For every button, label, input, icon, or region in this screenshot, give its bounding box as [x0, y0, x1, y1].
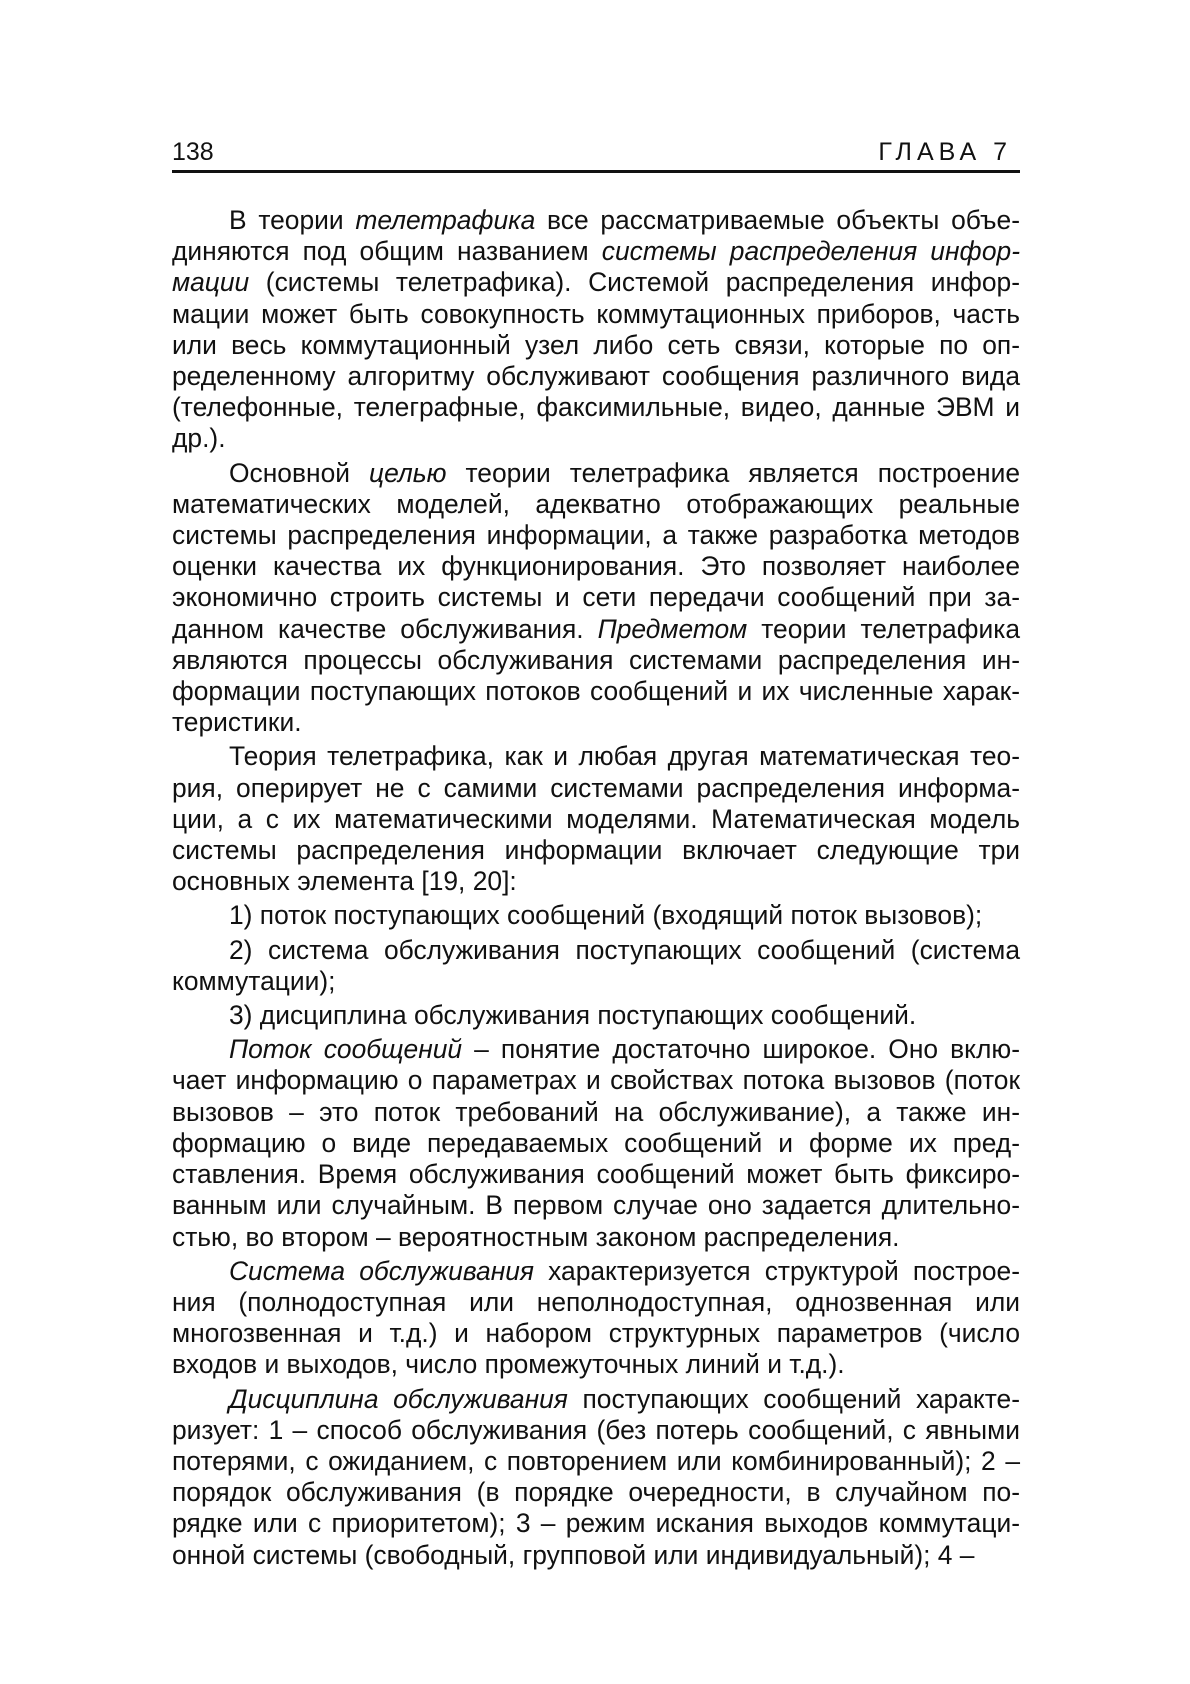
text-run: поступающих сообщений характеризует: 1 – способ обслуживания (без потерь сообщений, с явными потерями, с ожиданием, с повторением или комбинированный); 2 – порядок обслуживания (в порядке очередности, в случайном порядке или с приоритетом); 3 – режим искания выходов коммутационной системы (свободный, групповой или индивидуальный); 4 –: [172, 1383, 1020, 1570]
text-run: Основной: [229, 457, 369, 488]
text-run: – понятие достаточно широкое. Оно включает информацию о параметрах и свойствах потока вызовов (поток вызовов – это поток требований на обслуживание), а также информацию о виде передаваемых сообщений и форме их представления. Время обслуживания сообщений может быть фиксированным или случайным. В первом случае оно задается длительностью, во втором – вероятностным законом распределения.: [172, 1034, 1020, 1252]
list-item-1: [172, 900, 1020, 931]
text-run: В теории: [229, 205, 356, 235]
text-run: теории телетрафика является построение математических моделей, адекватно отображающих реальные системы распределения информации, а также разработка методов оценки качества их функционирования. Это позволяет наиболее экономично строить системы и сети передачи сообщений при заданном качестве обслуживания.: [172, 457, 1020, 644]
text-run: (системы телетрафика). Системой распределения информации может быть совокупность коммутационных приборов, часть или весь коммутационный узел либо сеть связи, которые по определенному алгоритму обслуживают сообщения различного вида (телефонные, телеграфные, факсимильные, видео, данные ЭВМ и др.).: [172, 267, 1020, 454]
paragraph-3: [172, 741, 1020, 897]
italic-term: Система обслуживания: [229, 1255, 534, 1286]
text-run: теории телетрафика являются процессы обслуживания системами распределения информации поступающих потоков сообщений и их численные характеристики.: [172, 613, 1020, 738]
page-number: 138: [172, 138, 214, 166]
paragraph-2: [172, 458, 1020, 739]
text-run: характеризуется структурой построения (полнодоступная или неполнодоступная, однозвенная или многозвенная и т.д.) и набором структурных параметров (число входов и выходов, число промежуточных линий и т.д.).: [172, 1255, 1020, 1380]
italic-term: Дисциплина обслуживания: [229, 1383, 568, 1414]
chapter-title: ГЛАВА 7: [878, 138, 1012, 166]
text-run: 1) поток поступающих сообщений (входящий поток вызовов);: [229, 900, 983, 931]
text-run: 3) дисциплина обслуживания поступающих сообщений.: [229, 1000, 917, 1031]
list-item-2: [172, 935, 1020, 997]
text-run: 2) система обслуживания поступающих сообщений (система коммутации);: [172, 934, 1020, 996]
italic-term: телетрафика: [355, 205, 536, 235]
italic-term: Предметом: [597, 613, 748, 644]
text-run: Теория телетрафика, как и любая другая математическая теория, оперирует не с самими системами распределения информации, а с их математическими моделями. Математическая модель системы распределения информации включает следующие три основных элемента [19, 20]:: [172, 741, 1020, 897]
italic-term: системы распределения информации: [172, 236, 1021, 298]
page-header: [172, 138, 1020, 173]
page-body: [172, 205, 1020, 1571]
paragraph-1: [172, 205, 1020, 455]
paragraph-stream-of-messages: [172, 1034, 1020, 1252]
list-item-3: [172, 1000, 1020, 1031]
paragraph-service-discipline: [172, 1384, 1020, 1571]
italic-term: целью: [368, 457, 447, 488]
italic-term: Поток сообщений: [229, 1034, 463, 1065]
book-page: [172, 138, 1020, 1574]
text-run: все рассматриваемые объекты объединяются под общим названием: [172, 205, 1020, 267]
paragraph-service-system: [172, 1256, 1020, 1381]
